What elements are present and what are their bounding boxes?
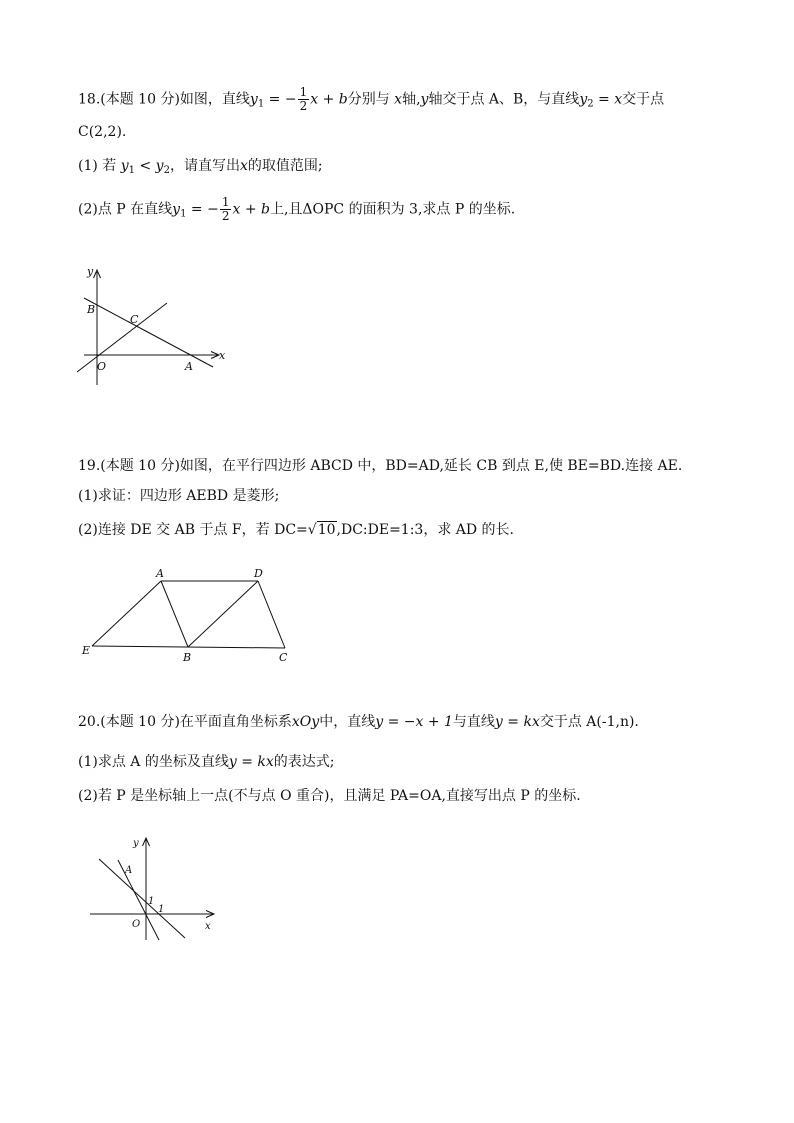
label-y: y bbox=[87, 265, 94, 278]
label-a: A bbox=[125, 865, 133, 876]
q19-line-3: (2)连接 DE 交 AB 于点 F，若 DC=√10,DC:DE=1:3，求 AD 的长. bbox=[78, 522, 515, 538]
label-o: O bbox=[132, 919, 141, 930]
label-d: D bbox=[254, 567, 263, 580]
label-o: O bbox=[97, 360, 107, 373]
q18-line-4: (2)点 P 在直线$y_1$ = − $\frac{1}{2}$ x + b上,且ΔOPC 的面积为 3,求点 P 的坐标. bbox=[78, 195, 516, 223]
label-x: x bbox=[219, 349, 226, 362]
q18-line-1: 18.(本题 10 分)如图，直线$y_1$ = − $\frac{1}{2}$ x + b分别与 x轴,y轴交于点 A、B，与直线$y_2 = x$交于点 bbox=[78, 85, 665, 113]
square-root: √10 bbox=[307, 522, 336, 538]
label-b: B bbox=[183, 651, 192, 664]
segment-ae bbox=[92, 581, 161, 646]
label-one-y: 1 bbox=[148, 896, 155, 907]
label-c: C bbox=[279, 651, 288, 664]
q20-line-1: 20.(本题 10 分)在平面直角坐标系xOy中，直线y = −x + 1与直线y = kx交于点 A(-1,n). bbox=[78, 714, 639, 730]
label-y: y bbox=[133, 838, 139, 849]
q19-line-2: (1)求证：四边形 AEBD 是菱形; bbox=[78, 488, 280, 504]
q18-line-2: C(2,2). bbox=[78, 124, 127, 140]
label-c: C bbox=[130, 313, 139, 326]
q20-line-3: (2)若 P 是坐标轴上一点(不与点 O 重合)，且满足 PA=OA,直接写出点 P 的坐标. bbox=[78, 788, 581, 804]
label-a: A bbox=[185, 360, 193, 373]
segment-ab bbox=[161, 581, 188, 647]
q20-line-2: (1)求点 A 的坐标及直线y = kx的表达式; bbox=[78, 754, 335, 770]
label-x: x bbox=[205, 921, 211, 932]
line-y1 bbox=[84, 298, 213, 367]
label-a: A bbox=[156, 567, 164, 580]
label-e: E bbox=[82, 644, 91, 657]
segment-dc bbox=[258, 581, 285, 648]
fraction-one-half: $\frac{1}{2}$ bbox=[221, 195, 230, 223]
q18-line-3: (1) 若 $y_1 < y_2$，请直写出x的取值范围; bbox=[78, 158, 323, 176]
q18-figure bbox=[70, 262, 240, 392]
fraction-one-half: $\frac{1}{2}$ bbox=[299, 85, 308, 113]
q20-figure bbox=[85, 832, 225, 947]
q19-line-1: 19.(本题 10 分)如图，在平行四边形 ABCD 中，BD=AD,延长 CB 到点 E,使 BE=BD.连接 AE. bbox=[78, 458, 683, 474]
line-neg-x-plus-1 bbox=[99, 859, 185, 938]
q19-figure bbox=[78, 565, 298, 665]
label-one-x: 1 bbox=[158, 904, 165, 915]
segment-bd bbox=[188, 581, 258, 647]
label-b: B bbox=[87, 303, 96, 316]
